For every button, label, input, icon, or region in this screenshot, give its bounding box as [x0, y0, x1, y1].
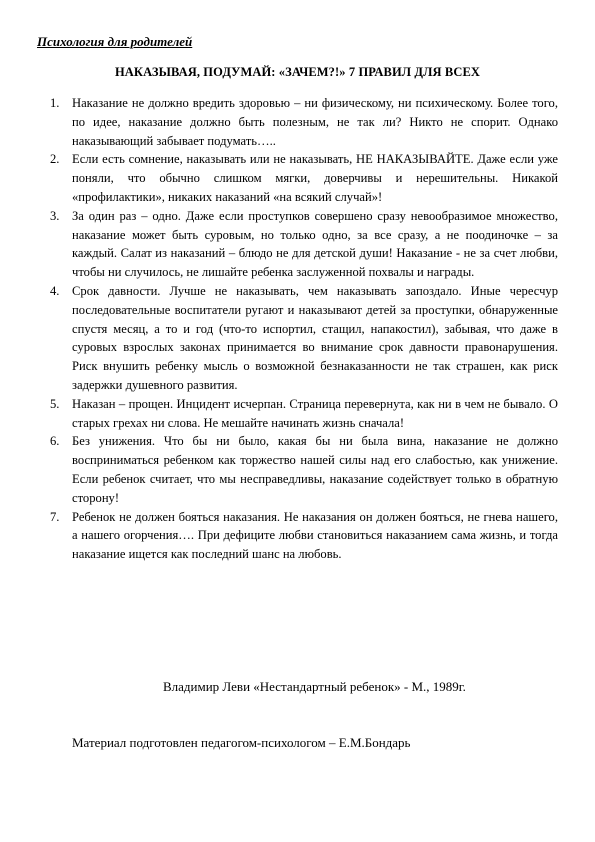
rule-number: 2. [50, 152, 60, 167]
rules-list [50, 94, 558, 564]
rule-item [50, 282, 558, 395]
author-credit: Материал подготовлен педагогом-психологом – Е.М.Бондарь [72, 735, 411, 750]
rule-text: Ребенок не должен бояться наказания. Не наказания он должен бояться, не гнева нашего, а нашего огорчения…. При дефиците любви становиться наказанием сама жизнь, и тогда наказание ищется как последний шанс на любовь. [72, 509, 558, 562]
rule-text: За один раз – одно. Даже если проступков совершено сразу невообразимое множество, наказание может быть суровым, но только одно, за все сразу, а не поодиночке – за каждый. Салат из наказаний – блюдо не для детской души! Наказание - не за счет любви, чтобы ни случилось, не лишайте ребенка заслуженной похвалы и награды. [72, 208, 558, 280]
rule-item [50, 395, 558, 433]
source-citation: Владимир Леви «Нестандартный ребенок» - М., 1989г. [163, 679, 466, 694]
rule-item [50, 432, 558, 507]
rule-text: Срок давности. Лучше не наказывать, чем наказывать запоздало. Иные чересчур последовательные воспитатели ругают и наказывают детей за проступки, обнаруженные спустя месяц, а то и год (что-то испортил, стащил, напакостил), забывая, что даже в суровых взрослых законах принимается во внимание срок давности правонарушения. Риск внушить ребенку мысль о возможной безнаказанности не так страшен, как риск задержки душевного развития. [72, 283, 558, 392]
rule-number: 6. [50, 434, 60, 449]
rule-item [50, 207, 558, 282]
rule-number: 4. [50, 283, 60, 298]
rule-item [50, 508, 558, 564]
rule-number: 3. [50, 208, 60, 223]
rule-text: Без унижения. Что бы ни было, какая бы ни была вина, наказание не должно восприниматься ребенком как торжество нашей силы над его слабостью, как унижение. Если ребенок считает, что мы несправедливы, наказание содействует только в обратную сторону! [72, 434, 558, 505]
rule-text: Если есть сомнение, наказывать или не наказывать, НЕ НАКАЗЫВАЙТЕ. Даже если уже поняли, что обычно слишком мягки, доверчивы и нерешительны. Никакой «профилактики», никаких наказаний «на всякий случай»! [72, 152, 558, 204]
section-heading: Психология для родителей [37, 34, 193, 49]
rule-text: Наказан – прощен. Инцидент исчерпан. Страница перевернута, как ни в чем не бывало. О старых грехах ни слова. Не мешайте начинать жизнь сначала! [72, 396, 558, 430]
rule-number: 7. [50, 509, 60, 524]
rule-number: 5. [50, 396, 60, 411]
document-title: НАКАЗЫВАЯ, ПОДУМАЙ: «ЗАЧЕМ?!» 7 ПРАВИЛ ДЛЯ ВСЕХ [114, 65, 481, 79]
rule-text: Наказание не должно вредить здоровью – ни физическому, ни психическому. Более того, по идее, наказание должно быть полезным, не так ли? Никто не спорит. Однако наказывающий забывает подумать….. [72, 96, 558, 148]
rule-item [50, 94, 558, 150]
rule-item [50, 150, 558, 206]
rule-number: 1. [50, 96, 60, 110]
